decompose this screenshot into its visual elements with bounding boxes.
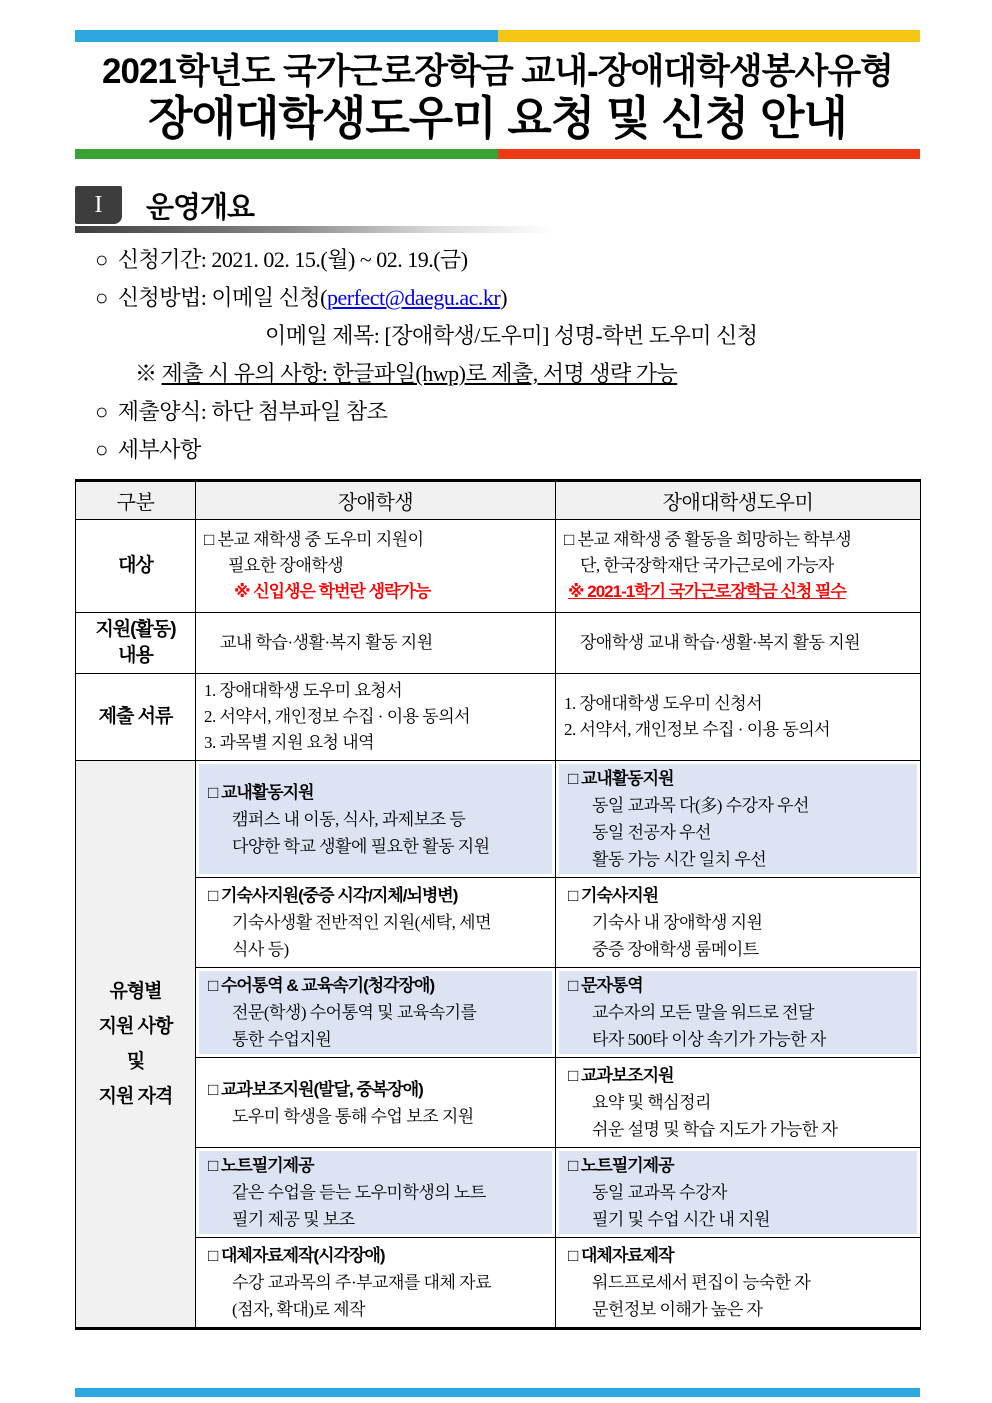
alternative-materials-left-cell [196, 1238, 556, 1329]
circle-bullet-icon: ○ [95, 437, 108, 462]
cell-line: 동일 교과목 수강자 [592, 1183, 727, 1202]
section-underline [75, 226, 555, 233]
title-divider-bar [75, 149, 920, 159]
documents-right-cell [556, 674, 921, 761]
circle-bullet-icon: ○ [95, 247, 108, 272]
details-line [75, 431, 920, 469]
row-label-target: 대상 [76, 520, 196, 613]
target-left-note: ※ 신입생은 학번란 생략가능 [234, 582, 431, 601]
cell-line: 지원 자격 [98, 1086, 173, 1107]
cell-line: 동일 교과목 다(多) 수강자 우선 [592, 796, 809, 815]
cell-line: 다양한 학교 생활에 필요한 활동 지원 [232, 836, 490, 856]
text-interpretation-right-cell [556, 968, 921, 1058]
cell-line: 내용 [118, 645, 153, 666]
submission-form-text: 제출양식: 하단 첨부파일 참조 [117, 399, 388, 424]
cell-line: 수강 교과목의 주·부교재를 대체 자료 [232, 1273, 491, 1292]
cell-line: 필기 제공 및 보조 [232, 1210, 355, 1229]
documents-row [76, 674, 921, 761]
cell-line: 3. 과목별 지원 요청 내역 [204, 733, 375, 752]
target-right-cell [556, 520, 921, 613]
campus-activity-right-cell [556, 761, 921, 878]
top-bar-yellow-segment [498, 30, 921, 42]
cell-line: 1. 장애대학생 도우미 신청서 [564, 694, 763, 713]
dormitory-left-cell [196, 878, 556, 968]
cell-line: 기숙사 내 장애학생 지원 [592, 913, 763, 932]
circle-bullet-icon: ○ [95, 285, 108, 310]
target-right-note: ※ 2021-1학기 국가근로장학금 신청 필수 [568, 582, 846, 601]
row-label-activity [76, 613, 196, 674]
cell-line: □ 본교 재학생 중 도우미 지원이 [204, 530, 424, 549]
title-line-2: 장애대학생도우미 요청 및 신청 안내 [148, 92, 847, 144]
curriculum-support-row [76, 1058, 921, 1148]
top-color-bar [75, 30, 920, 42]
cell-line: 도우미 학생을 통해 수업 보조 지원 [232, 1106, 474, 1126]
cell-line: 1. 장애대학생 도우미 요청서 [204, 681, 403, 700]
table-header-row [76, 481, 921, 520]
campus-activity-left-cell [196, 761, 556, 878]
top-bar-blue-segment [75, 30, 498, 42]
curriculum-support-left-cell [196, 1058, 556, 1148]
sign-language-row [76, 968, 921, 1058]
cell-line: 유형별 [109, 981, 162, 1002]
cell-line: 장애학생 교내 학습·생활·복지 활동 지원 [580, 633, 861, 652]
cell-title: □ 기숙사지원 [568, 886, 659, 905]
alternative-materials-row [76, 1238, 921, 1329]
cell-title: □ 기숙사지원(중증 시각/지체/뇌병변) [208, 886, 458, 905]
cell-line: 2. 서약서, 개인정보 수집 · 이용 동의서 [204, 707, 471, 726]
section-title: 운영개요 [146, 191, 255, 224]
apply-method-suffix: ) [500, 285, 508, 310]
cell-title: □ 교과보조지원 [568, 1066, 674, 1085]
documents-left-cell [196, 674, 556, 761]
cell-line: 동일 전공자 우선 [592, 823, 711, 842]
divider-red-segment [498, 149, 921, 159]
cell-line: □ 본교 재학생 중 활동을 희망하는 학부생 [564, 530, 852, 549]
apply-method-text: 신청방법: 이메일 신청( [117, 285, 328, 310]
sign-language-left-cell [196, 968, 556, 1058]
cell-line: 전문(학생) 수어통역 및 교육속기를 [232, 1003, 477, 1022]
cell-line: 기숙사생활 전반적인 지원(세탁, 세면 [232, 913, 491, 932]
cell-line: 단, 한국장학재단 국가근로에 가능자 [580, 556, 834, 575]
row-label-documents: 제출 서류 [76, 674, 196, 761]
section-heading [75, 185, 920, 225]
submission-form-line [75, 393, 920, 431]
cell-line: 교내 학습·생활·복지 활동 지원 [220, 633, 433, 652]
overview-list [75, 241, 920, 469]
cell-title: □ 노트필기제공 [208, 1156, 314, 1175]
alternative-materials-right-cell [556, 1238, 921, 1329]
cell-line: 워드프로세서 편집이 능숙한 자 [592, 1273, 811, 1292]
cell-title: □ 대체자료제작(시각장애) [208, 1246, 385, 1265]
header-helper-student: 장애대학생도우미 [556, 481, 921, 520]
cell-line: 타자 500타 이상 속기가 가능한 자 [592, 1030, 826, 1049]
submission-note-text: 제출 시 유의 사항: 한글파일(hwp)로 제출, 서명 생략 가능 [161, 361, 678, 386]
note-taking-right-cell [556, 1148, 921, 1238]
email-subject-text: 이메일 제목: [장애학생/도우미] 성명-학번 도우미 신청 [265, 323, 758, 348]
helper-info-table [75, 479, 921, 1330]
curriculum-support-right-cell [556, 1058, 921, 1148]
activity-right-cell [556, 613, 921, 674]
cell-title: □ 교과보조지원(발달, 중복장애) [208, 1079, 423, 1099]
cell-line: 지원(활동) [95, 619, 176, 640]
row-label-support-types [76, 761, 196, 1329]
circle-bullet-icon: ○ [95, 399, 108, 424]
support-type-row [76, 761, 921, 878]
note-taking-row [76, 1148, 921, 1238]
header-disabled-student: 장애학생 [196, 481, 556, 520]
target-row [76, 520, 921, 613]
activity-row [76, 613, 921, 674]
cell-line: 캠퍼스 내 이동, 식사, 과제보조 등 [232, 809, 466, 829]
next-page-top-bar [75, 1388, 920, 1397]
details-text: 세부사항 [117, 437, 201, 462]
cell-line: 및 [126, 1051, 145, 1072]
cell-line: 활동 가능 시간 일치 우선 [592, 850, 767, 869]
cell-title: □ 교내활동지원 [568, 769, 674, 788]
note-taking-left-cell [196, 1148, 556, 1238]
cell-title: □ 대체자료제작 [568, 1246, 674, 1265]
cell-line: 교수자의 모든 말을 워드로 전달 [592, 1003, 814, 1022]
cell-title: □ 노트필기제공 [568, 1156, 674, 1175]
cell-line: 문헌정보 이해가 높은 자 [592, 1300, 763, 1319]
apply-method-line [75, 279, 920, 317]
cell-line: 쉬운 설명 및 학습 지도가 가능한 자 [592, 1120, 838, 1139]
activity-left-cell [196, 613, 556, 674]
target-left-cell [196, 520, 556, 613]
cell-line: 지원 사항 [98, 1016, 173, 1037]
cell-title: □ 문자통역 [568, 976, 643, 995]
title-line-1: 2021학년도 국가근로장학금 교내-장애대학생봉사유형 [102, 52, 893, 91]
divider-green-segment [75, 149, 498, 159]
section-numeral-badge: I [75, 186, 122, 224]
document-title [75, 51, 920, 144]
cell-line: 같은 수업을 듣는 도우미학생의 노트 [232, 1183, 486, 1202]
cell-title: □ 수어통역 & 교육속기(청각장애) [208, 976, 435, 995]
cell-line: (점자, 확대)로 제작 [232, 1300, 366, 1319]
email-subject-line [75, 317, 920, 355]
dormitory-row [76, 878, 921, 968]
apply-period-line [75, 241, 920, 279]
apply-period-text: 신청기간: 2021. 02. 15.(월) ~ 02. 19.(금) [117, 247, 468, 272]
cell-line: 통한 수업지원 [232, 1030, 332, 1049]
submission-note-line [75, 355, 920, 393]
cell-line: 2. 서약서, 개인정보 수집 · 이용 동의서 [564, 720, 831, 739]
header-category: 구분 [76, 481, 196, 520]
cell-line: 필기 및 수업 시간 내 지원 [592, 1210, 770, 1229]
email-link[interactable]: perfect@daegu.ac.kr [327, 285, 501, 310]
reference-mark-icon: ※ [135, 361, 157, 386]
cell-title: □ 교내활동지원 [208, 782, 314, 802]
cell-line: 요약 및 핵심정리 [592, 1093, 711, 1112]
cell-line: 식사 등) [232, 940, 289, 959]
cell-line: 중증 장애학생 룸메이트 [592, 940, 759, 959]
cell-line: 필요한 장애학생 [228, 556, 344, 575]
dormitory-right-cell [556, 878, 921, 968]
